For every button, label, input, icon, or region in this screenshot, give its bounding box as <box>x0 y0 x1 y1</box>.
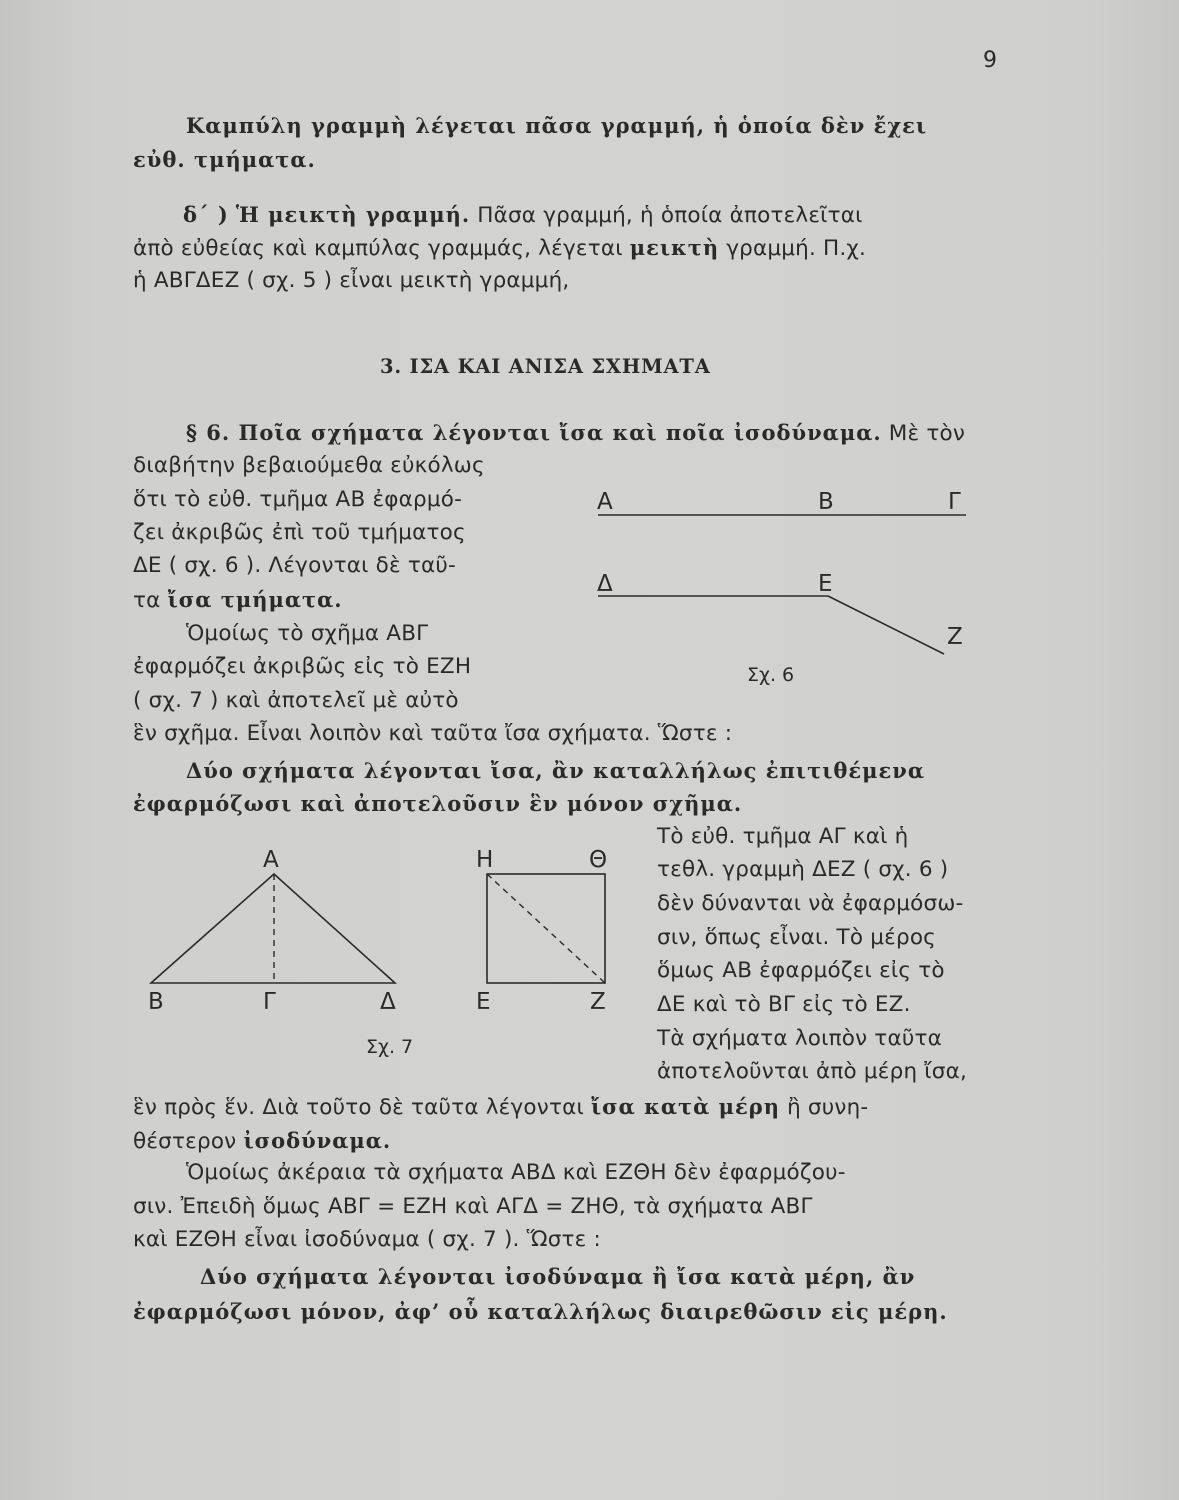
triangle-ABD <box>151 874 395 983</box>
right-column-line-7: Τὰ σχήματα λοιπὸν ταῦτα <box>657 1026 942 1051</box>
right-column-line-2: τεθλ. γραμμὴ ΔΕΖ ( σχ. 6 ) <box>657 857 949 882</box>
right-column-line-5: ὅμως ΑΒ ἐφαρμόζει εἰς τὸ <box>657 958 945 983</box>
text-span: τα <box>133 588 161 613</box>
fig6-label-B: Β <box>818 489 834 515</box>
bold-term: ἴσα τμήματα. <box>167 587 343 612</box>
fig7-label-B: Β <box>148 989 164 1015</box>
section6-line-3: ὅτι τὸ εὐθ. τμῆμα ΑΒ ἐφαρμό- <box>133 487 463 512</box>
fig7-label-E: Ε <box>476 989 491 1015</box>
section6-line-4: ζει ἀκριβῶς ἐπὶ τοῦ τμήματος <box>133 520 466 545</box>
right-column-line-6: ΔΕ καὶ τὸ ΒΓ εἰς τὸ ΕΖ. <box>657 992 911 1017</box>
mixed-line-text: Πᾶσα γραμμή, ἡ ὁποία ἀποτελεῖται <box>477 203 863 228</box>
fig7-label-H: Η <box>476 847 494 873</box>
fig7-label-A: Α <box>263 847 279 873</box>
curve-definition-line-2: εὐθ. τμήματα. <box>133 147 316 172</box>
curve-definition-line-1: Καμπύλη γραμμὴ λέγεται πᾶσα γραμμή, ἡ ὁποία δὲν ἔχει <box>186 113 928 138</box>
text-span: Μὲ τὸν <box>888 421 966 446</box>
section6-title: § 6. Ποῖα σχήματα λέγονται ἴσα καὶ ποῖα ἰσοδύναμα. <box>186 420 882 445</box>
section-heading: 3. ΙΣΑ ΚΑΙ ΑΝΙΣΑ ΣΧΗΜΑΤΑ <box>380 355 711 378</box>
fig6-caption: Σχ. 6 <box>747 664 795 686</box>
fig7-label-D: Δ <box>380 989 396 1015</box>
text-span: ἀπὸ εὐθείας καὶ καμπύλας γραμμάς, λέγεται <box>133 236 623 261</box>
section6-line-2: διαβήτην βεβαιούμεθα εὐκόλως <box>133 453 485 478</box>
fig6-label-G: Γ <box>948 489 961 515</box>
text-span: γραμμή. Π.χ. <box>726 236 867 261</box>
right-column-line-4: σιν, ὅπως εἶναι. Τὸ μέρος <box>657 925 936 950</box>
fig6-label-A: Α <box>597 489 613 515</box>
page-number: 9 <box>983 48 998 73</box>
right-column-line-1: Τὸ εὐθ. τμῆμα ΑΓ καὶ ἡ <box>657 824 909 849</box>
fig6-label-Z: Ζ <box>947 624 963 650</box>
fig6-label-D: Δ <box>597 571 613 597</box>
example-para-line-3: καὶ ΕΖΘΗ εἶναι ἰσοδύναμα ( σχ. 7 ). Ὥστε : <box>133 1227 601 1252</box>
text-span: θέστερον <box>133 1129 237 1154</box>
equivalent-figures-definition-line-2: ἐφαρμόζωσι μόνον, ἀφ’ οὗ καταλλήλως διαιρεθῶσιν εἰς μέρη. <box>133 1299 948 1324</box>
bold-term: μεικτὴ <box>629 235 720 260</box>
example-para-line-1: Ὁμοίως ἀκέραια τὰ σχήματα ΑΒΔ καὶ ΕΖΘΗ δὲν ἐφαρμόζου- <box>186 1160 846 1185</box>
diagonal-HZ <box>487 874 605 983</box>
mixed-line-para-line-3: ἡ ΑΒΓΔΕΖ ( σχ. 5 ) εἶναι μεικτὴ γραμμή, <box>133 268 570 293</box>
subsection-number: δ΄ ) <box>183 202 229 227</box>
equivalent-figures-definition-line-1: Δύο σχήματα λέγονται ἰσοδύναμα ἢ ἴσα κατὰ μέρη, ἂν <box>200 1264 916 1289</box>
bold-term: ἰσοδύναμα. <box>243 1128 392 1153</box>
segment-EZ <box>828 596 944 654</box>
equal-figures-definition-line-2: ἐφαρμόζωσι καὶ ἀποτελοῦσιν ἓν μόνον σχῆμα. <box>133 791 743 816</box>
equal-figures-definition-line-1: Δύο σχήματα λέγονται ἴσα, ἂν καταλλήλως ἐπιτιθέμενα <box>186 758 925 783</box>
fig7-label-Z: Ζ <box>590 989 606 1015</box>
fig7-label-G: Γ <box>263 989 276 1015</box>
section6-line-10: ἓν σχῆμα. Εἶναι λοιπὸν καὶ ταῦτα ἴσα σχήματα. Ὥστε : <box>133 721 733 746</box>
section6-line-5: ΔΕ ( σχ. 6 ). Λέγονται δὲ ταῦ- <box>133 553 456 578</box>
mixed-line-term: Ἡ μεικτὴ γραμμή. <box>235 202 471 227</box>
example-para-line-2: σιν. Ἐπειδὴ ὅμως ΑΒΓ = ΕΖΗ καὶ ΑΓΔ = ΖΗΘ, τὰ σχήματα ΑΒΓ <box>133 1194 813 1219</box>
text-span: ἢ συνη- <box>787 1095 869 1120</box>
section6-line-8: ἐφαρμόζει ἀκριβῶς εἰς τὸ ΕΖΗ <box>133 654 472 679</box>
bold-term: ἴσα κατὰ μέρη <box>591 1094 781 1119</box>
right-column-line-8: ἀποτελοῦνται ἀπὸ μέρη ἴσα, <box>657 1059 968 1084</box>
right-column-line-3: δὲν δύνανται νὰ ἐφαρμόσω- <box>657 891 964 916</box>
section6-line-7: Ὁμοίως τὸ σχῆμα ΑΒΓ <box>186 621 429 646</box>
section6-line-9: ( σχ. 7 ) καὶ ἀποτελεῖ μὲ αὐτὸ <box>133 688 459 713</box>
fig7-caption: Σχ. 7 <box>366 1036 414 1058</box>
fig6-label-E: Ε <box>818 571 833 597</box>
fig7-label-TH: Θ <box>589 847 608 873</box>
text-span: ἓν πρὸς ἕν. Διὰ τοῦτο δὲ ταῦτα λέγονται <box>133 1095 584 1120</box>
